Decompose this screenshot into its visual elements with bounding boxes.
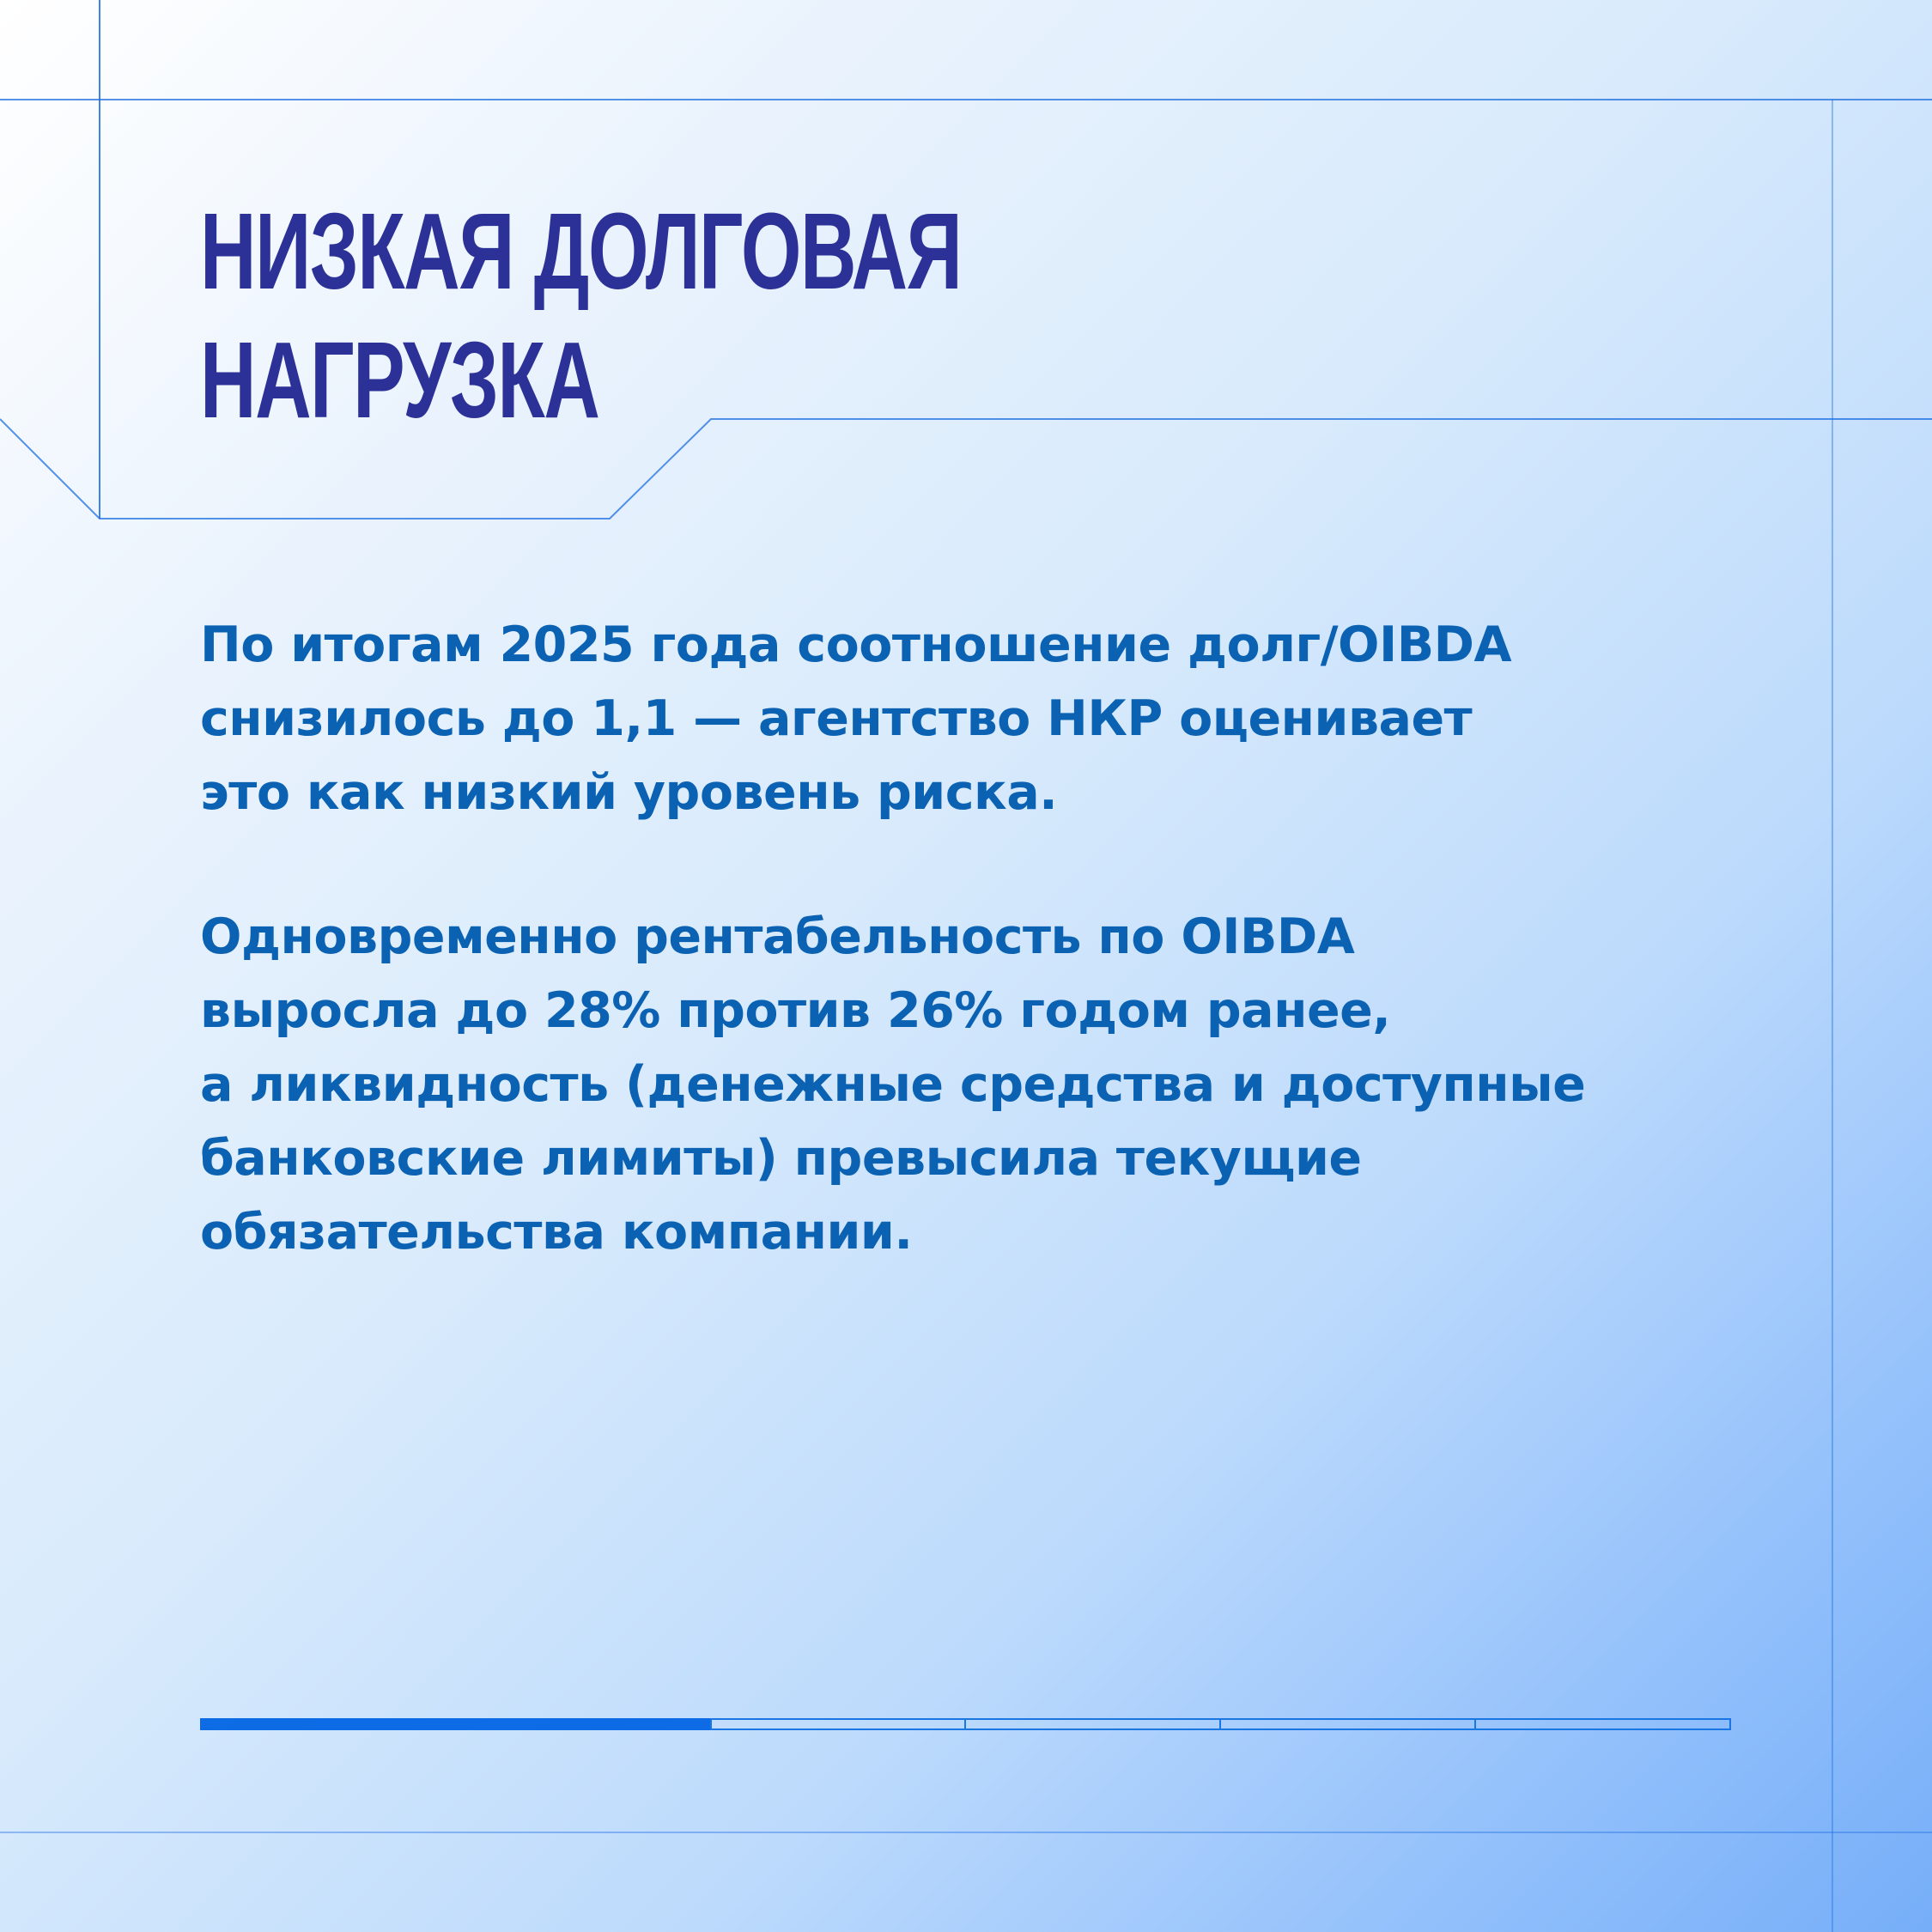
title-line: НИЗКАЯ ДОЛГОВАЯ [200, 191, 962, 312]
title-line: НАГРУЗКА [200, 319, 599, 440]
progress-segment [1219, 1718, 1474, 1730]
paragraph-line: Одновременно рентабельность по OIBDA [200, 908, 1355, 965]
paragraph-line: а ликвидность (денежные средства и доступные [200, 1056, 1586, 1113]
paragraph-line: обязательства компании. [200, 1204, 913, 1261]
paragraph-line: это как низкий уровень риска. [200, 764, 1058, 821]
progress-segment-active [200, 1718, 455, 1730]
debt-ratio-paragraph [200, 608, 1746, 829]
progress-segment [1474, 1718, 1731, 1730]
progress-segment [964, 1718, 1219, 1730]
slide-progress-indicator [200, 1718, 1731, 1730]
paragraph-line: выросла до 28% против 26% годом ранее, [200, 982, 1391, 1039]
progress-segment [710, 1718, 965, 1730]
profitability-paragraph [200, 900, 1746, 1269]
paragraph-line: снизилось до 1,1 — агентство НКР оценивает [200, 690, 1473, 747]
paragraph-line: По итогам 2025 года соотношение долг/OIBDA [200, 617, 1512, 673]
paragraph-line: банковские лимиты) превысила текущие [200, 1130, 1362, 1187]
progress-segment-active [455, 1718, 710, 1730]
page-title [200, 187, 961, 445]
